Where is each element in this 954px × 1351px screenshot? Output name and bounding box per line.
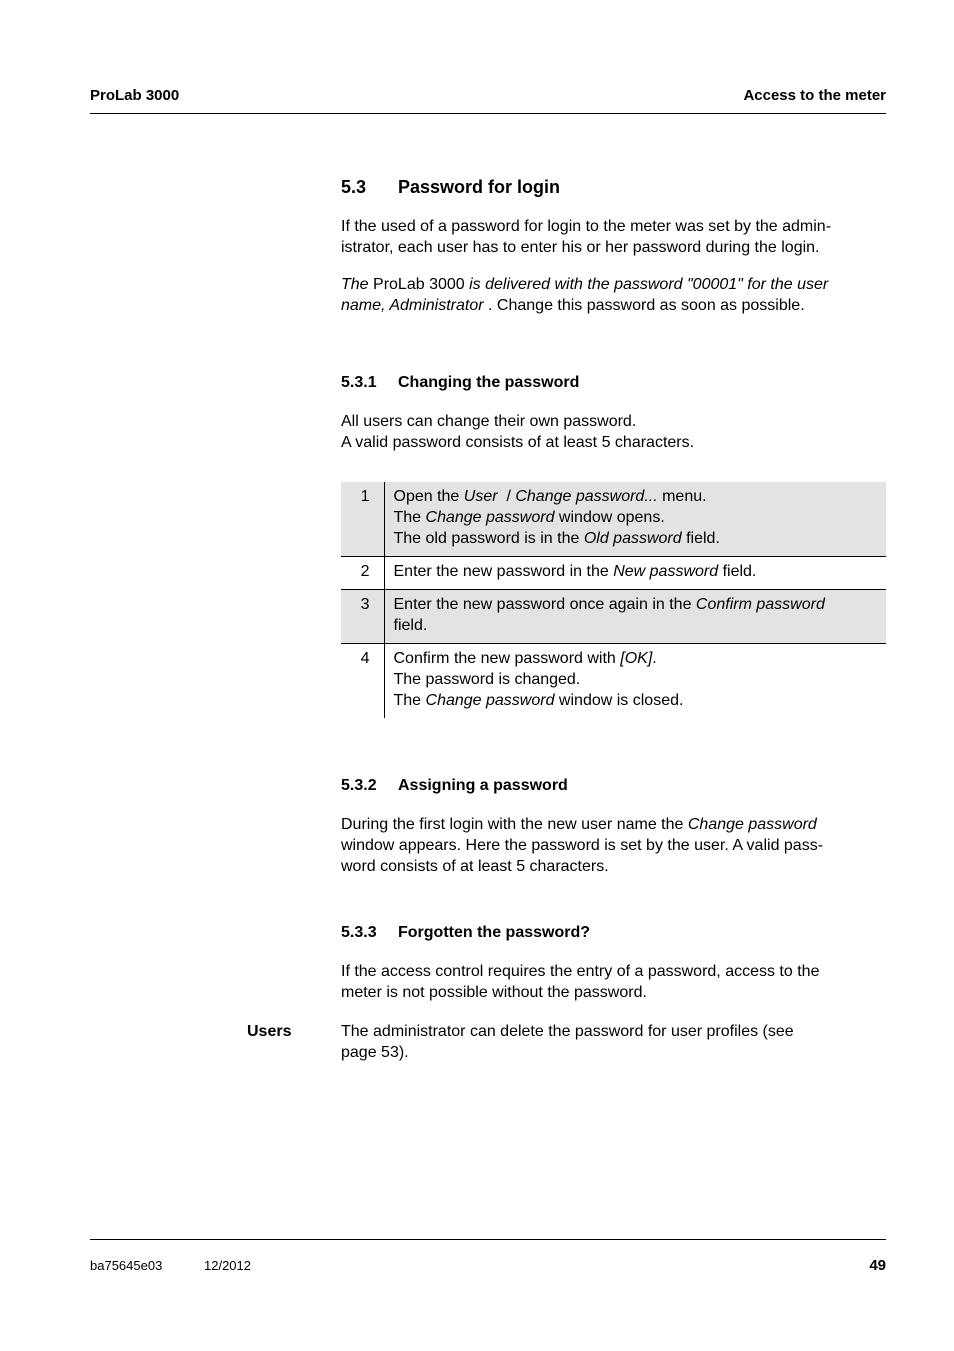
- step-row: [341, 644, 886, 719]
- subsection-title: Changing the password: [398, 374, 580, 391]
- subsection-heading-changing: [341, 374, 579, 392]
- paragraph-line: If the access control requires the entry of a password, access to the: [341, 963, 820, 980]
- steps-table: [341, 482, 886, 718]
- step-number: 1: [341, 482, 384, 557]
- margin-label-users: Users: [247, 1023, 292, 1040]
- subsection-number: 5.3.1: [341, 374, 377, 391]
- section-title: Password for login: [398, 177, 561, 197]
- paragraph-line: window appears. Here the password is set by the user. A valid pass-: [341, 837, 824, 854]
- step-row: [341, 482, 886, 557]
- section-intro-paragraph: [341, 216, 887, 258]
- step-text: Open the User / Change password... menu. The Change password window opens. The old password is in the Old password field.: [384, 482, 886, 557]
- paragraph-line: istrator, each user has to enter his or her password during the login.: [341, 239, 820, 256]
- step-text: Enter the new password in the New password field.: [384, 557, 886, 590]
- footer-doc-id: ba75645e03: [90, 1258, 163, 1273]
- step-number: 3: [341, 590, 384, 644]
- paragraph-line: name, Administrator . Change this password as soon as possible.: [341, 297, 805, 314]
- users-paragraph: [341, 1021, 887, 1063]
- step-number: 4: [341, 644, 384, 719]
- header-chapter-title: Access to the meter: [743, 87, 886, 104]
- step-text: Confirm the new password with [OK]. The password is changed. The Change password window is closed.: [393, 650, 684, 709]
- subsection-number: 5.3.2: [341, 777, 377, 794]
- page-number: 49: [869, 1257, 886, 1274]
- paragraph-line: The administrator can delete the password for user profiles (see: [341, 1023, 794, 1040]
- step-row: [341, 557, 886, 590]
- subsection-title: Forgotten the password?: [398, 924, 590, 941]
- step-number: 2: [341, 557, 384, 590]
- paragraph-line: During the first login with the new user name the Change password: [341, 816, 817, 833]
- subsection-number: 5.3.3: [341, 924, 377, 941]
- assigning-paragraph: [341, 814, 887, 877]
- footer-rule: [90, 1239, 886, 1240]
- section-number: 5.3: [341, 177, 367, 197]
- paragraph-line: The ProLab 3000 is delivered with the password "00001" for the user: [341, 276, 829, 293]
- forgotten-paragraph: [341, 961, 887, 1003]
- default-password-paragraph: [341, 274, 887, 316]
- step-text: Enter the new password once again in the Confirm password field.: [384, 590, 886, 644]
- subsection-heading-assigning: [341, 777, 568, 795]
- header-rule: [90, 113, 886, 114]
- header-product-name: ProLab 3000: [90, 87, 180, 104]
- paragraph-line: word consists of at least 5 characters.: [341, 858, 609, 875]
- paragraph-line: page 53).: [341, 1044, 409, 1061]
- paragraph-line: A valid password consists of at least 5 characters.: [341, 434, 695, 451]
- paragraph-line: meter is not possible without the password.: [341, 984, 647, 1001]
- paragraph-line: If the used of a password for login to the meter was set by the admin-: [341, 218, 832, 235]
- subsection-title: Assigning a password: [398, 777, 568, 794]
- footer-date: 12/2012: [204, 1258, 251, 1273]
- step-row: [341, 590, 886, 644]
- section-heading: [341, 177, 560, 198]
- paragraph-line: All users can change their own password.: [341, 413, 637, 430]
- subsection-heading-forgotten: [341, 924, 590, 942]
- changing-intro-paragraph: [341, 411, 887, 453]
